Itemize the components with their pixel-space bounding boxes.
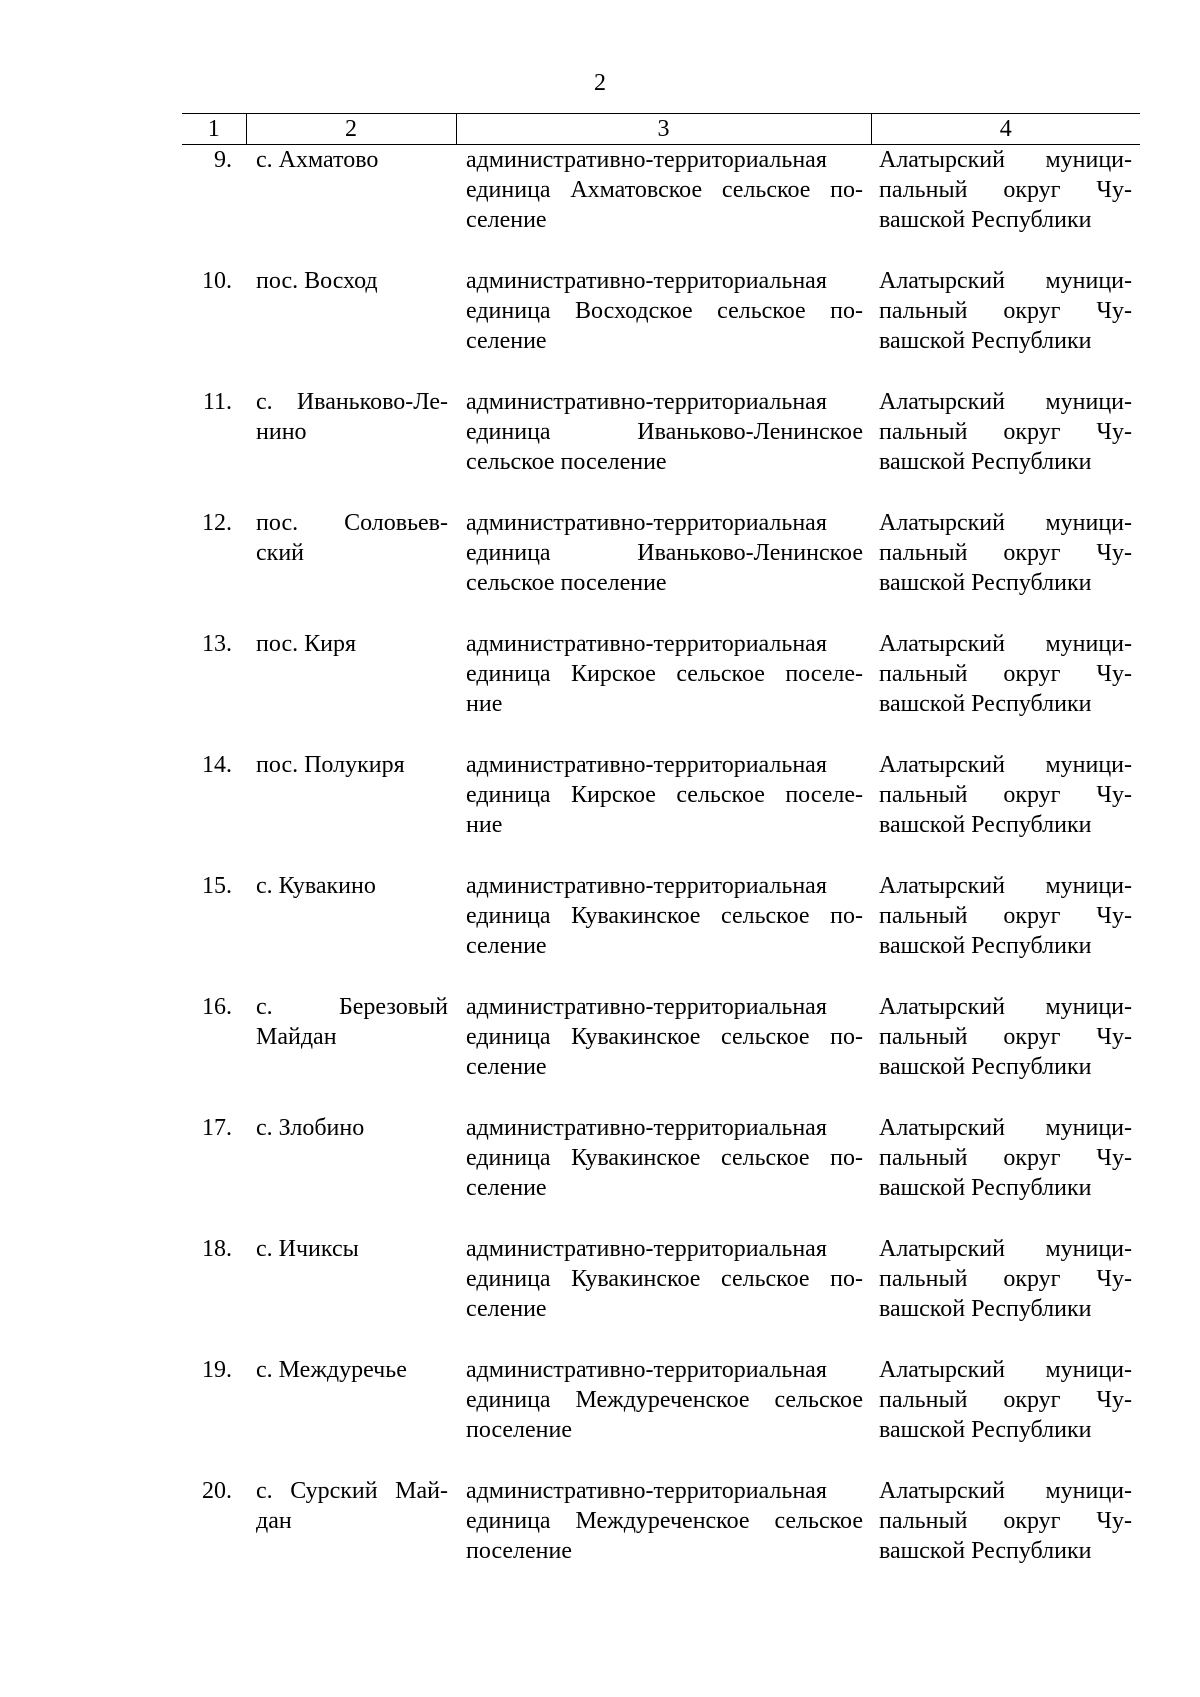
table-row — [182, 266, 1140, 387]
settlement-name — [246, 387, 456, 508]
territorial-unit — [456, 871, 871, 992]
territorial-unit-line: административно-территориальная — [466, 994, 827, 1020]
municipal-district — [871, 750, 1140, 871]
table-row — [182, 1113, 1140, 1234]
row-number: 13. — [202, 631, 232, 657]
municipal-district — [871, 266, 1140, 387]
territorial-unit-line: единица Кувакинское сельское по- — [466, 1145, 863, 1171]
territorial-unit — [456, 992, 871, 1113]
table-header — [182, 114, 1140, 145]
municipal-district — [871, 387, 1140, 508]
territorial-unit-line: селение — [466, 1175, 547, 1201]
column-header-3: 3 — [456, 114, 871, 145]
territorial-unit-line: административно-территориальная — [466, 1357, 827, 1383]
row-number: 17. — [202, 1115, 232, 1141]
municipal-district — [871, 871, 1140, 992]
row-number: 14. — [202, 752, 232, 778]
settlement-name-line: пос. Полукиря — [256, 752, 405, 778]
territorial-unit — [456, 266, 871, 387]
table-row — [182, 508, 1140, 629]
territorial-unit — [456, 1113, 871, 1234]
municipal-district-line: вашской Республики — [879, 570, 1092, 596]
settlement-name — [246, 266, 456, 387]
settlement-name — [246, 1355, 456, 1476]
municipal-district-line: пальный округ Чу- — [879, 661, 1132, 687]
territorial-unit-line: административно-территориальная — [466, 1478, 827, 1504]
territorial-unit-line: единица Междуреченское сельское — [466, 1387, 863, 1413]
territorial-unit-line: административно-территориальная — [466, 752, 827, 778]
municipal-district-line: вашской Республики — [879, 812, 1092, 838]
territorial-unit-line: ние — [466, 812, 503, 838]
territorial-unit-line: ние — [466, 691, 503, 717]
territorial-unit-line: единица Кувакинское сельское по- — [466, 1024, 863, 1050]
table-body — [182, 145, 1140, 1598]
territorial-unit — [456, 508, 871, 629]
row-number: 15. — [202, 873, 232, 899]
territorial-unit-line: административно-территориальная — [466, 510, 827, 536]
territorial-unit-line: административно-территориальная — [466, 147, 827, 173]
table-row — [182, 871, 1140, 992]
municipal-district — [871, 145, 1140, 267]
municipal-district-line: Алатырский муници- — [879, 147, 1132, 173]
territorial-unit-line: единица Кирское сельское поселе- — [466, 661, 863, 687]
settlement-name — [246, 750, 456, 871]
row-number: 10. — [202, 268, 232, 294]
settlement-name-line: пос. Киря — [256, 631, 356, 657]
table-row — [182, 629, 1140, 750]
municipal-district-line: вашской Республики — [879, 691, 1092, 717]
territorial-unit-line: единица Кувакинское сельское по- — [466, 903, 863, 929]
settlement-name — [246, 871, 456, 992]
territorial-unit-line: поселение — [466, 1417, 573, 1443]
territorial-unit — [456, 1355, 871, 1476]
territorial-unit-line: селение — [466, 207, 547, 233]
municipal-district-line: пальный округ Чу- — [879, 1145, 1132, 1171]
municipal-district-line: вашской Республики — [879, 1417, 1092, 1443]
row-number: 16. — [202, 994, 232, 1020]
municipal-district — [871, 992, 1140, 1113]
municipal-district — [871, 629, 1140, 750]
municipal-district-line: вашской Республики — [879, 328, 1092, 354]
column-header-4: 4 — [871, 114, 1140, 145]
table-row — [182, 750, 1140, 871]
territorial-unit-line: селение — [466, 1296, 547, 1322]
territorial-unit — [456, 387, 871, 508]
municipal-district-line: пальный округ Чу- — [879, 1508, 1132, 1534]
territorial-unit-line: единица Ахматовское сельское по- — [466, 177, 863, 203]
table-row — [182, 1476, 1140, 1597]
municipal-district-line: вашской Республики — [879, 449, 1092, 475]
municipal-district-line: вашской Республики — [879, 933, 1092, 959]
municipal-district-line: Алатырский муници- — [879, 510, 1132, 536]
settlement-name-line: с. Иваньково-Ле- — [256, 389, 448, 415]
municipal-district-line: пальный округ Чу- — [879, 419, 1132, 445]
territorial-unit-line: единица Восходское сельское по- — [466, 298, 863, 324]
territorial-unit-line: единица Кирское сельское поселе- — [466, 782, 863, 808]
settlement-name-line: с. Ахматово — [256, 147, 379, 173]
settlement-name-line: пос. Соловьев- — [256, 510, 448, 536]
settlement-name-line: нино — [256, 419, 307, 445]
territorial-unit-line: селение — [466, 328, 547, 354]
settlement-name-line: с. Злобино — [256, 1115, 365, 1141]
table-row — [182, 1234, 1140, 1355]
table-row — [182, 387, 1140, 508]
municipal-district-line: Алатырский муници- — [879, 1357, 1132, 1383]
settlement-name-line: с. Березовый — [256, 994, 448, 1020]
municipal-district-line: пальный округ Чу- — [879, 540, 1132, 566]
settlement-name-line: с. Ичиксы — [256, 1236, 359, 1262]
municipal-district — [871, 1476, 1140, 1597]
row-number: 20. — [202, 1478, 232, 1504]
settlement-name-line: Майдан — [256, 1024, 337, 1050]
municipal-district-line: Алатырский муници- — [879, 389, 1132, 415]
settlement-name — [246, 992, 456, 1113]
municipal-district-line: пальный округ Чу- — [879, 177, 1132, 203]
territorial-unit-line: единица Иваньково-Ленинское — [466, 540, 863, 566]
settlement-name-line: с. Междуречье — [256, 1357, 407, 1383]
settlement-name — [246, 145, 456, 267]
municipal-district — [871, 508, 1140, 629]
territorial-unit-line: административно-территориальная — [466, 631, 827, 657]
territorial-unit-line: административно-территориальная — [466, 873, 827, 899]
territorial-unit-line: сельское поселение — [466, 570, 667, 596]
municipal-district-line: вашской Республики — [879, 1538, 1092, 1564]
settlement-name-line: пос. Восход — [256, 268, 378, 294]
municipal-district-line: Алатырский муници- — [879, 631, 1132, 657]
municipal-district-line: Алатырский муници- — [879, 994, 1132, 1020]
territorial-unit-line: административно-территориальная — [466, 1115, 827, 1141]
territorial-unit — [456, 750, 871, 871]
municipal-district — [871, 1113, 1140, 1234]
settlement-name-line: дан — [256, 1508, 292, 1534]
territorial-unit-line: административно-территориальная — [466, 389, 827, 415]
municipal-district-line: Алатырский муници- — [879, 268, 1132, 294]
territorial-unit-line: единица Междуреченское сельское — [466, 1508, 863, 1534]
settlement-name-line: ский — [256, 540, 304, 566]
territorial-unit-line: единица Кувакинское сельское по- — [466, 1266, 863, 1292]
municipal-district-line: Алатырский муници- — [879, 1236, 1132, 1262]
municipal-district-line: пальный округ Чу- — [879, 903, 1132, 929]
territorial-unit-line: поселение — [466, 1538, 573, 1564]
municipal-district-line: пальный округ Чу- — [879, 1387, 1132, 1413]
municipal-district-line: Алатырский муници- — [879, 752, 1132, 778]
municipal-district-line: вашской Республики — [879, 207, 1092, 233]
settlement-name-line: с. Сурский Май- — [256, 1478, 448, 1504]
column-header-2: 2 — [246, 114, 456, 145]
territorial-unit — [456, 1234, 871, 1355]
territorial-unit-line: сельское поселение — [466, 449, 667, 475]
table-row — [182, 992, 1140, 1113]
territorial-unit-line: единица Иваньково-Ленинское — [466, 419, 863, 445]
municipal-district-line: пальный округ Чу- — [879, 298, 1132, 324]
settlement-name-line: с. Кувакино — [256, 873, 376, 899]
municipal-district-line: пальный округ Чу- — [879, 782, 1132, 808]
settlement-name — [246, 508, 456, 629]
settlement-name — [246, 1113, 456, 1234]
page-number: 2 — [594, 70, 606, 96]
territorial-unit-line: административно-территориальная — [466, 1236, 827, 1262]
territorial-unit — [456, 629, 871, 750]
row-number: 11. — [202, 389, 232, 415]
municipal-district-line: вашской Республики — [879, 1175, 1092, 1201]
territorial-unit — [456, 145, 871, 267]
municipal-district-line: вашской Республики — [879, 1296, 1092, 1322]
row-number: 19. — [202, 1357, 232, 1383]
territorial-unit-line: селение — [466, 1054, 547, 1080]
settlement-name — [246, 1234, 456, 1355]
settlements-table — [182, 113, 1140, 1597]
settlement-name — [246, 629, 456, 750]
territorial-unit — [456, 1476, 871, 1597]
municipal-district-line: Алатырский муници- — [879, 873, 1132, 899]
municipal-district-line: Алатырский муници- — [879, 1115, 1132, 1141]
territorial-unit-line: селение — [466, 933, 547, 959]
table-row — [182, 1355, 1140, 1476]
table-row — [182, 145, 1140, 267]
municipal-district-line: пальный округ Чу- — [879, 1024, 1132, 1050]
municipal-district-line: пальный округ Чу- — [879, 1266, 1132, 1292]
municipal-district — [871, 1234, 1140, 1355]
settlement-name — [246, 1476, 456, 1597]
territorial-unit-line: административно-территориальная — [466, 268, 827, 294]
municipal-district — [871, 1355, 1140, 1476]
column-header-1: 1 — [182, 114, 246, 145]
municipal-district-line: вашской Республики — [879, 1054, 1092, 1080]
row-number: 9. — [214, 147, 232, 173]
row-number: 12. — [202, 510, 232, 536]
municipal-district-line: Алатырский муници- — [879, 1478, 1132, 1504]
row-number: 18. — [202, 1236, 232, 1262]
